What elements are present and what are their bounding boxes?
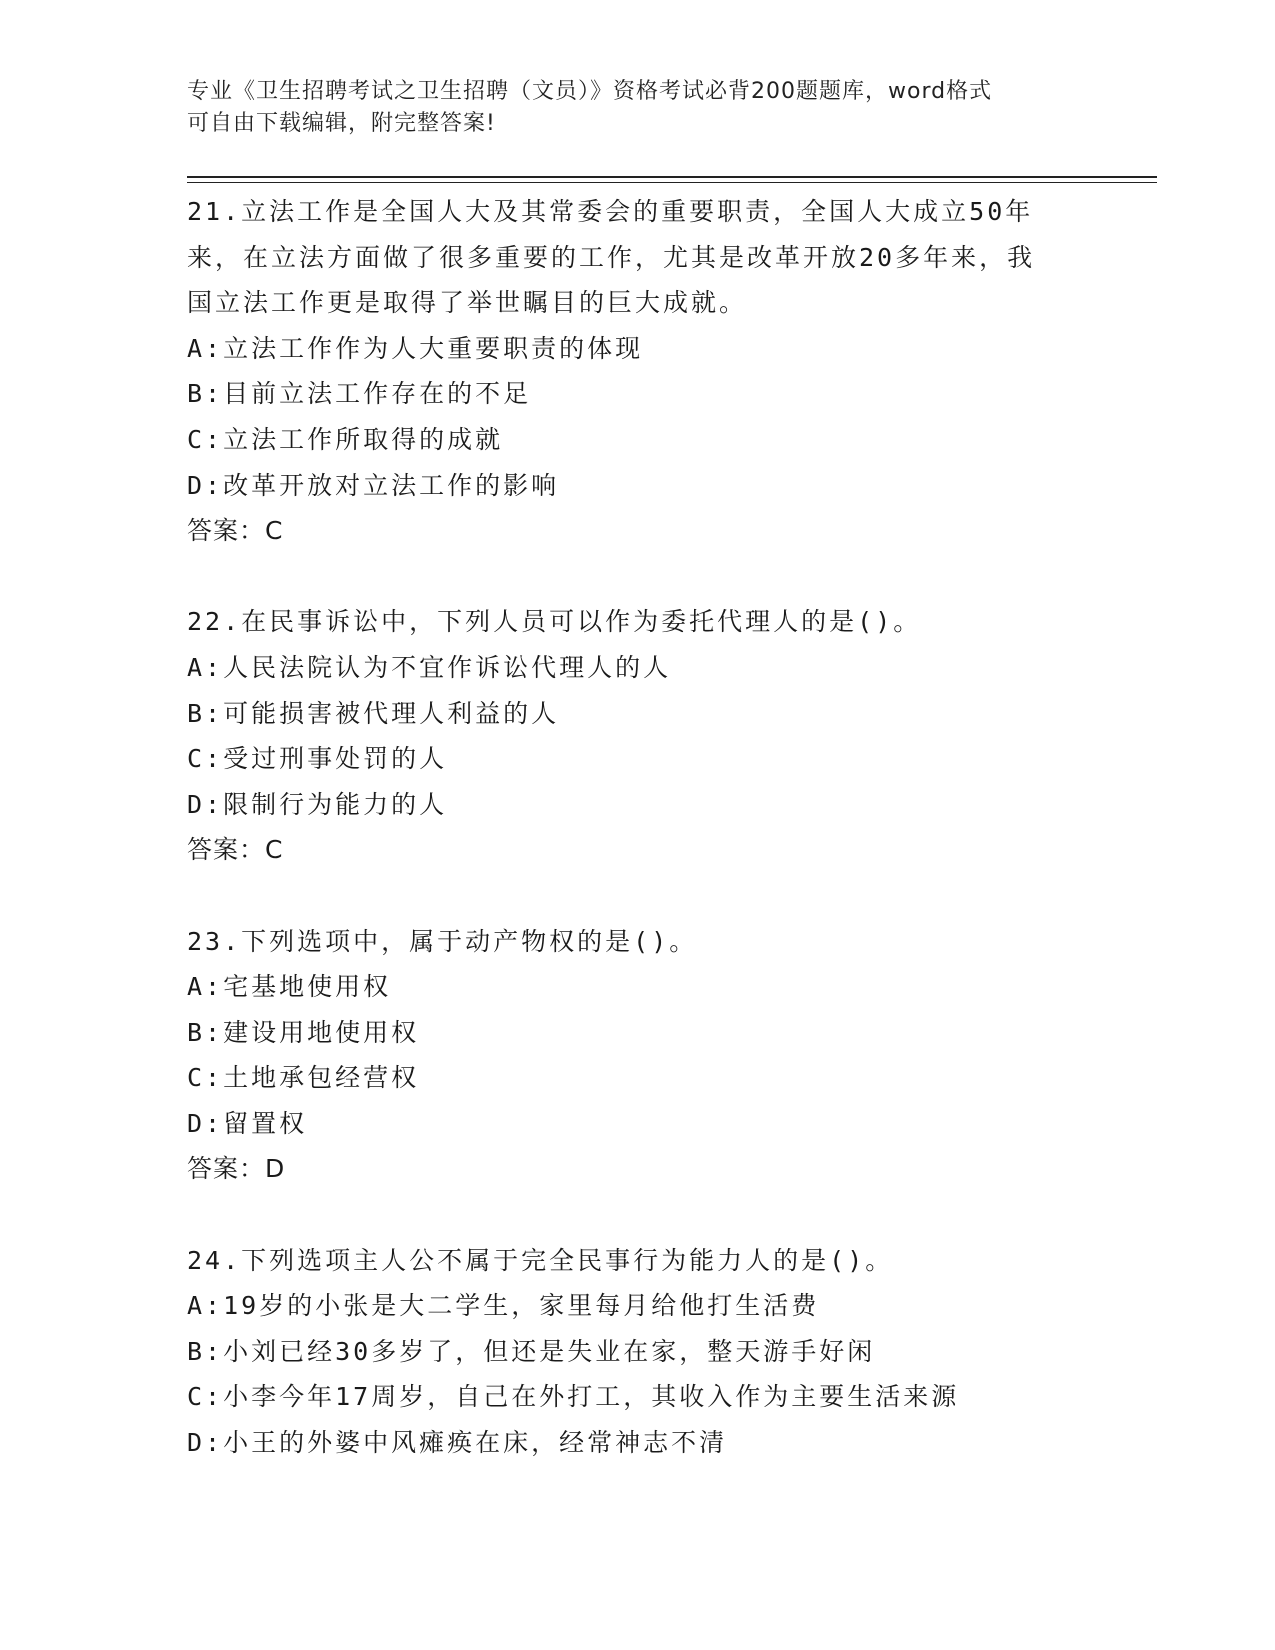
option-a: A:人民法院认为不宜作诉讼代理人的人 [187, 652, 672, 682]
option-b: B:目前立法工作存在的不足 [187, 379, 532, 409]
header-line-2: 可自由下载编辑，附完整答案! [187, 111, 496, 136]
header-line-1: 专业《卫生招聘考试之卫生招聘（文员）》资格考试必背200题题库，word格式 [187, 79, 993, 104]
question-block [187, 919, 1087, 1193]
option-a: A:宅基地使用权 [187, 972, 392, 1002]
question-stem-line: 22.在民事诉讼中，下列人员可以作为委托代理人的是()。 [187, 607, 922, 637]
option-c: C:受过刑事处罚的人 [187, 744, 448, 774]
question-block [187, 599, 1087, 873]
option-d: D:限制行为能力的人 [187, 789, 448, 819]
question-stem-line: 21.立法工作是全国人大及其常委会的重要职责，全国人大成立50年 [187, 197, 1034, 226]
question-stem-line: 来，在立法方面做了很多重要的工作，尤其是改革开放20多年来，我 [187, 242, 1036, 272]
option-a: A:立法工作作为人大重要职责的体现 [187, 333, 644, 363]
answer-line: 答案：D [187, 1154, 286, 1184]
header-divider-thick [187, 176, 1157, 178]
question-stem-line: 24.下列选项主人公不属于完全民事行为能力人的是()。 [187, 1245, 894, 1275]
option-b: B:小刘已经30多岁了，但还是失业在家，整天游手好闲 [187, 1336, 876, 1366]
option-a: A:19岁的小张是大二学生，家里每月给他打生活费 [187, 1291, 820, 1321]
question-block [187, 1238, 1087, 1466]
question-spacer [187, 1192, 1087, 1238]
document-header [187, 76, 1087, 140]
question-block [187, 189, 1087, 554]
question-stem-line: 国立法工作更是取得了举世瞩目的巨大成就。 [187, 288, 748, 318]
question-spacer [187, 554, 1087, 600]
option-b: B:建设用地使用权 [187, 1017, 420, 1047]
answer-line: 答案：C [187, 516, 284, 546]
option-c: C:小李今年17周岁，自己在外打工，其收入作为主要生活来源 [187, 1382, 960, 1412]
option-d: D:留置权 [187, 1108, 308, 1138]
header-divider-thin [187, 182, 1157, 183]
answer-line: 答案：C [187, 835, 284, 865]
option-c: C:立法工作所取得的成就 [187, 424, 504, 454]
question-stem-line: 23.下列选项中，属于动产物权的是()。 [187, 926, 698, 956]
option-c: C:土地承包经营权 [187, 1063, 420, 1093]
option-d: D:小王的外婆中风瘫痪在床，经常神志不清 [187, 1428, 728, 1458]
question-list [187, 189, 1087, 1466]
question-spacer [187, 873, 1087, 919]
option-d: D:改革开放对立法工作的影响 [187, 470, 560, 500]
option-b: B:可能损害被代理人利益的人 [187, 698, 560, 728]
